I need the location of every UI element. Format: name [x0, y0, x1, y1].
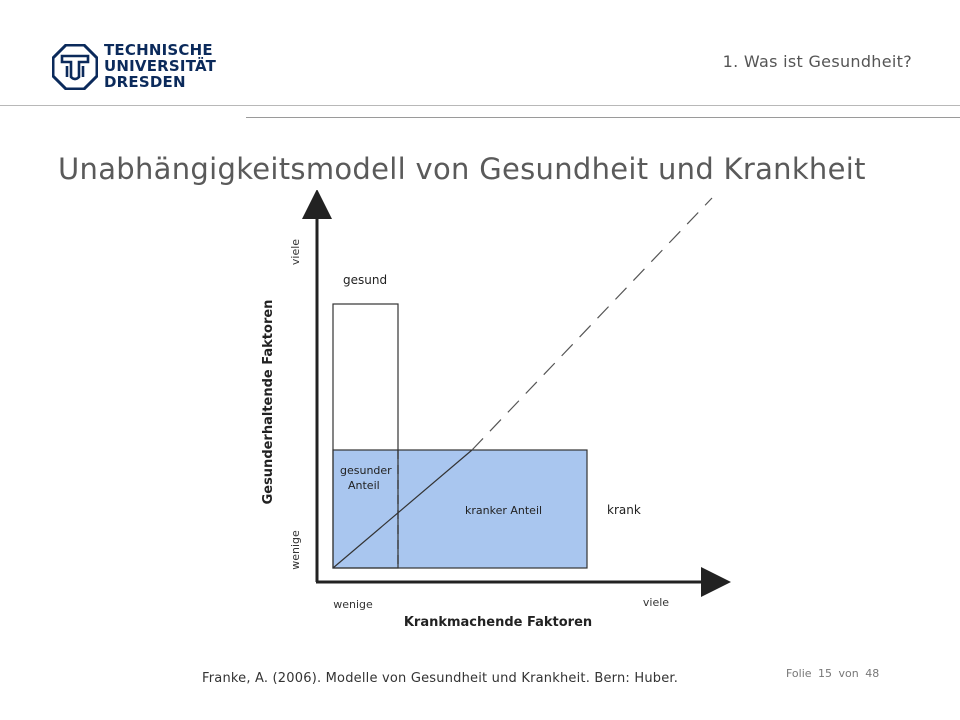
title-divider	[246, 117, 960, 118]
y-axis-label: Gesunderhaltende Faktoren	[261, 299, 276, 505]
x-axis-label: Krankmachende Faktoren	[403, 615, 593, 630]
university-logo	[52, 42, 222, 98]
slide-number-current: 15	[818, 667, 833, 680]
slide-number-total: 48	[865, 667, 880, 680]
logo-line-3: DRESDEN	[104, 73, 186, 91]
header-divider	[0, 105, 960, 106]
tu-dresden-logo-icon	[52, 44, 98, 90]
y-axis-high-label: viele	[289, 238, 302, 266]
x-axis-high-label: viele	[642, 596, 670, 609]
label-gesund: gesund	[343, 273, 388, 287]
university-name	[104, 42, 216, 90]
logo-line-1: TECHNISCHE	[104, 41, 213, 59]
section-title: 1. Was ist Gesundheit?	[722, 52, 912, 71]
x-axis-low-label: wenige	[333, 598, 373, 611]
label-gesunder-anteil-line-2: Anteil	[348, 479, 380, 492]
independence-model-diagram	[250, 190, 740, 640]
label-kranker-anteil: kranker Anteil	[465, 504, 543, 517]
citation: Franke, A. (2006). Modelle von Gesundheit und Krankheit. Bern: Huber.	[202, 671, 679, 686]
slide-number	[786, 667, 882, 680]
label-krank: krank	[607, 503, 641, 517]
slide-title: Unabhängigkeitsmodell von Gesundheit und Krankheit	[58, 152, 866, 186]
y-axis-low-label: wenige	[289, 530, 302, 570]
diagonal-dashed-line	[472, 198, 712, 450]
label-gesunder-anteil-line-1: gesunder	[340, 464, 392, 477]
slide-number-folie: Folie	[786, 667, 812, 680]
logo-line-2: UNIVERSITÄT	[104, 57, 217, 75]
slide-number-von: von	[838, 667, 859, 680]
